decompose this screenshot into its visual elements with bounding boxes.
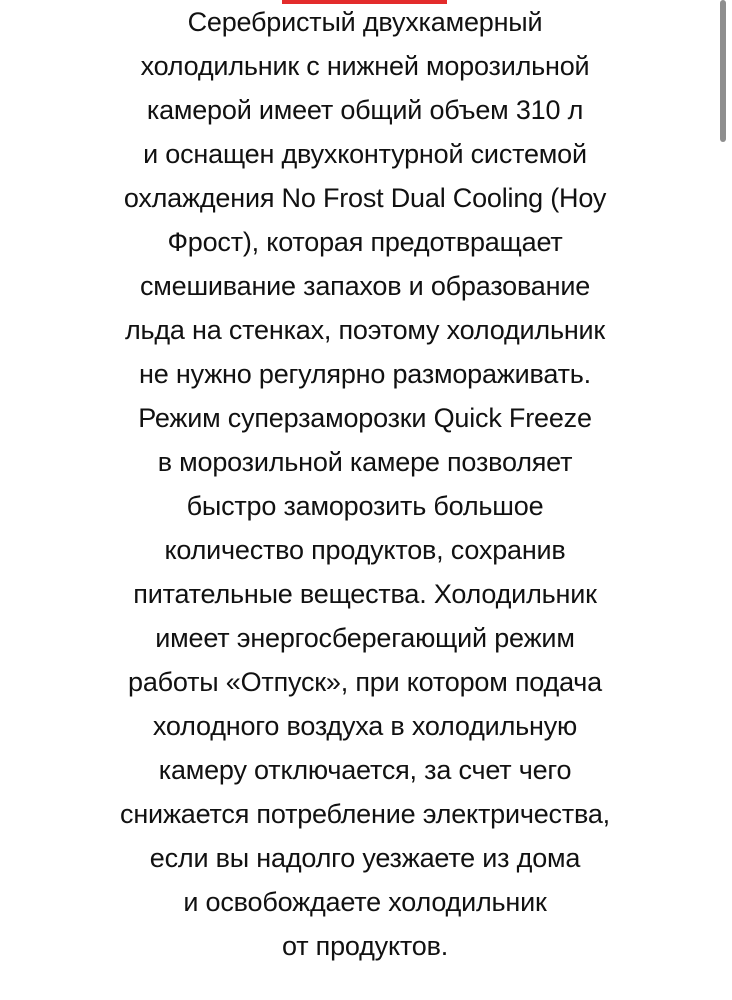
vertical-scrollbar[interactable] — [720, 0, 726, 1000]
description-line-14: питательные вещества. Холодильник — [133, 579, 597, 609]
description-line-19: снижается потребление электричества, — [120, 799, 610, 829]
description-line-21: и освобождаете холодильник — [183, 887, 547, 917]
description-line-4: и оснащен двухконтурной системой — [143, 139, 587, 169]
description-line-12: быстро заморозить большое — [186, 491, 544, 521]
description-line-7: смешивание запахов и образование — [139, 271, 591, 301]
description-line-17: холодного воздуха в холодильную — [152, 711, 578, 741]
description-line-5: охлаждения No Frost Dual Cooling (Ноу — [123, 183, 607, 213]
description-line-16: работы «Отпуск», при котором подача — [128, 667, 602, 697]
description-line-20: если вы надолго уезжаете из дома — [149, 843, 581, 873]
description-line-13: количество продуктов, сохранив — [164, 535, 566, 565]
description-line-22: от продуктов. — [281, 931, 449, 961]
description-line-6: Фрост), которая предотвращает — [167, 227, 563, 257]
description-line-3: камерой имеет общий объем 310 л — [146, 95, 584, 125]
description-line-11: в морозильной камере позволяет — [157, 447, 573, 477]
description-line-1: Серебристый двухкамерный — [187, 7, 543, 37]
product-description — [50, 0, 680, 968]
description-line-9: не нужно регулярно размораживать. — [139, 359, 591, 389]
description-line-2: холодильник с нижней морозильной — [140, 51, 590, 81]
description-line-18: камеру отключается, за счет чего — [158, 755, 572, 785]
scrollbar-thumb[interactable] — [720, 0, 726, 142]
description-line-10: Режим суперзаморозки Quick Freeze — [138, 403, 592, 433]
description-line-15: имеет энергосберегающий режим — [155, 623, 575, 653]
description-line-8: льда на стенках, поэтому холодильник — [124, 315, 606, 345]
